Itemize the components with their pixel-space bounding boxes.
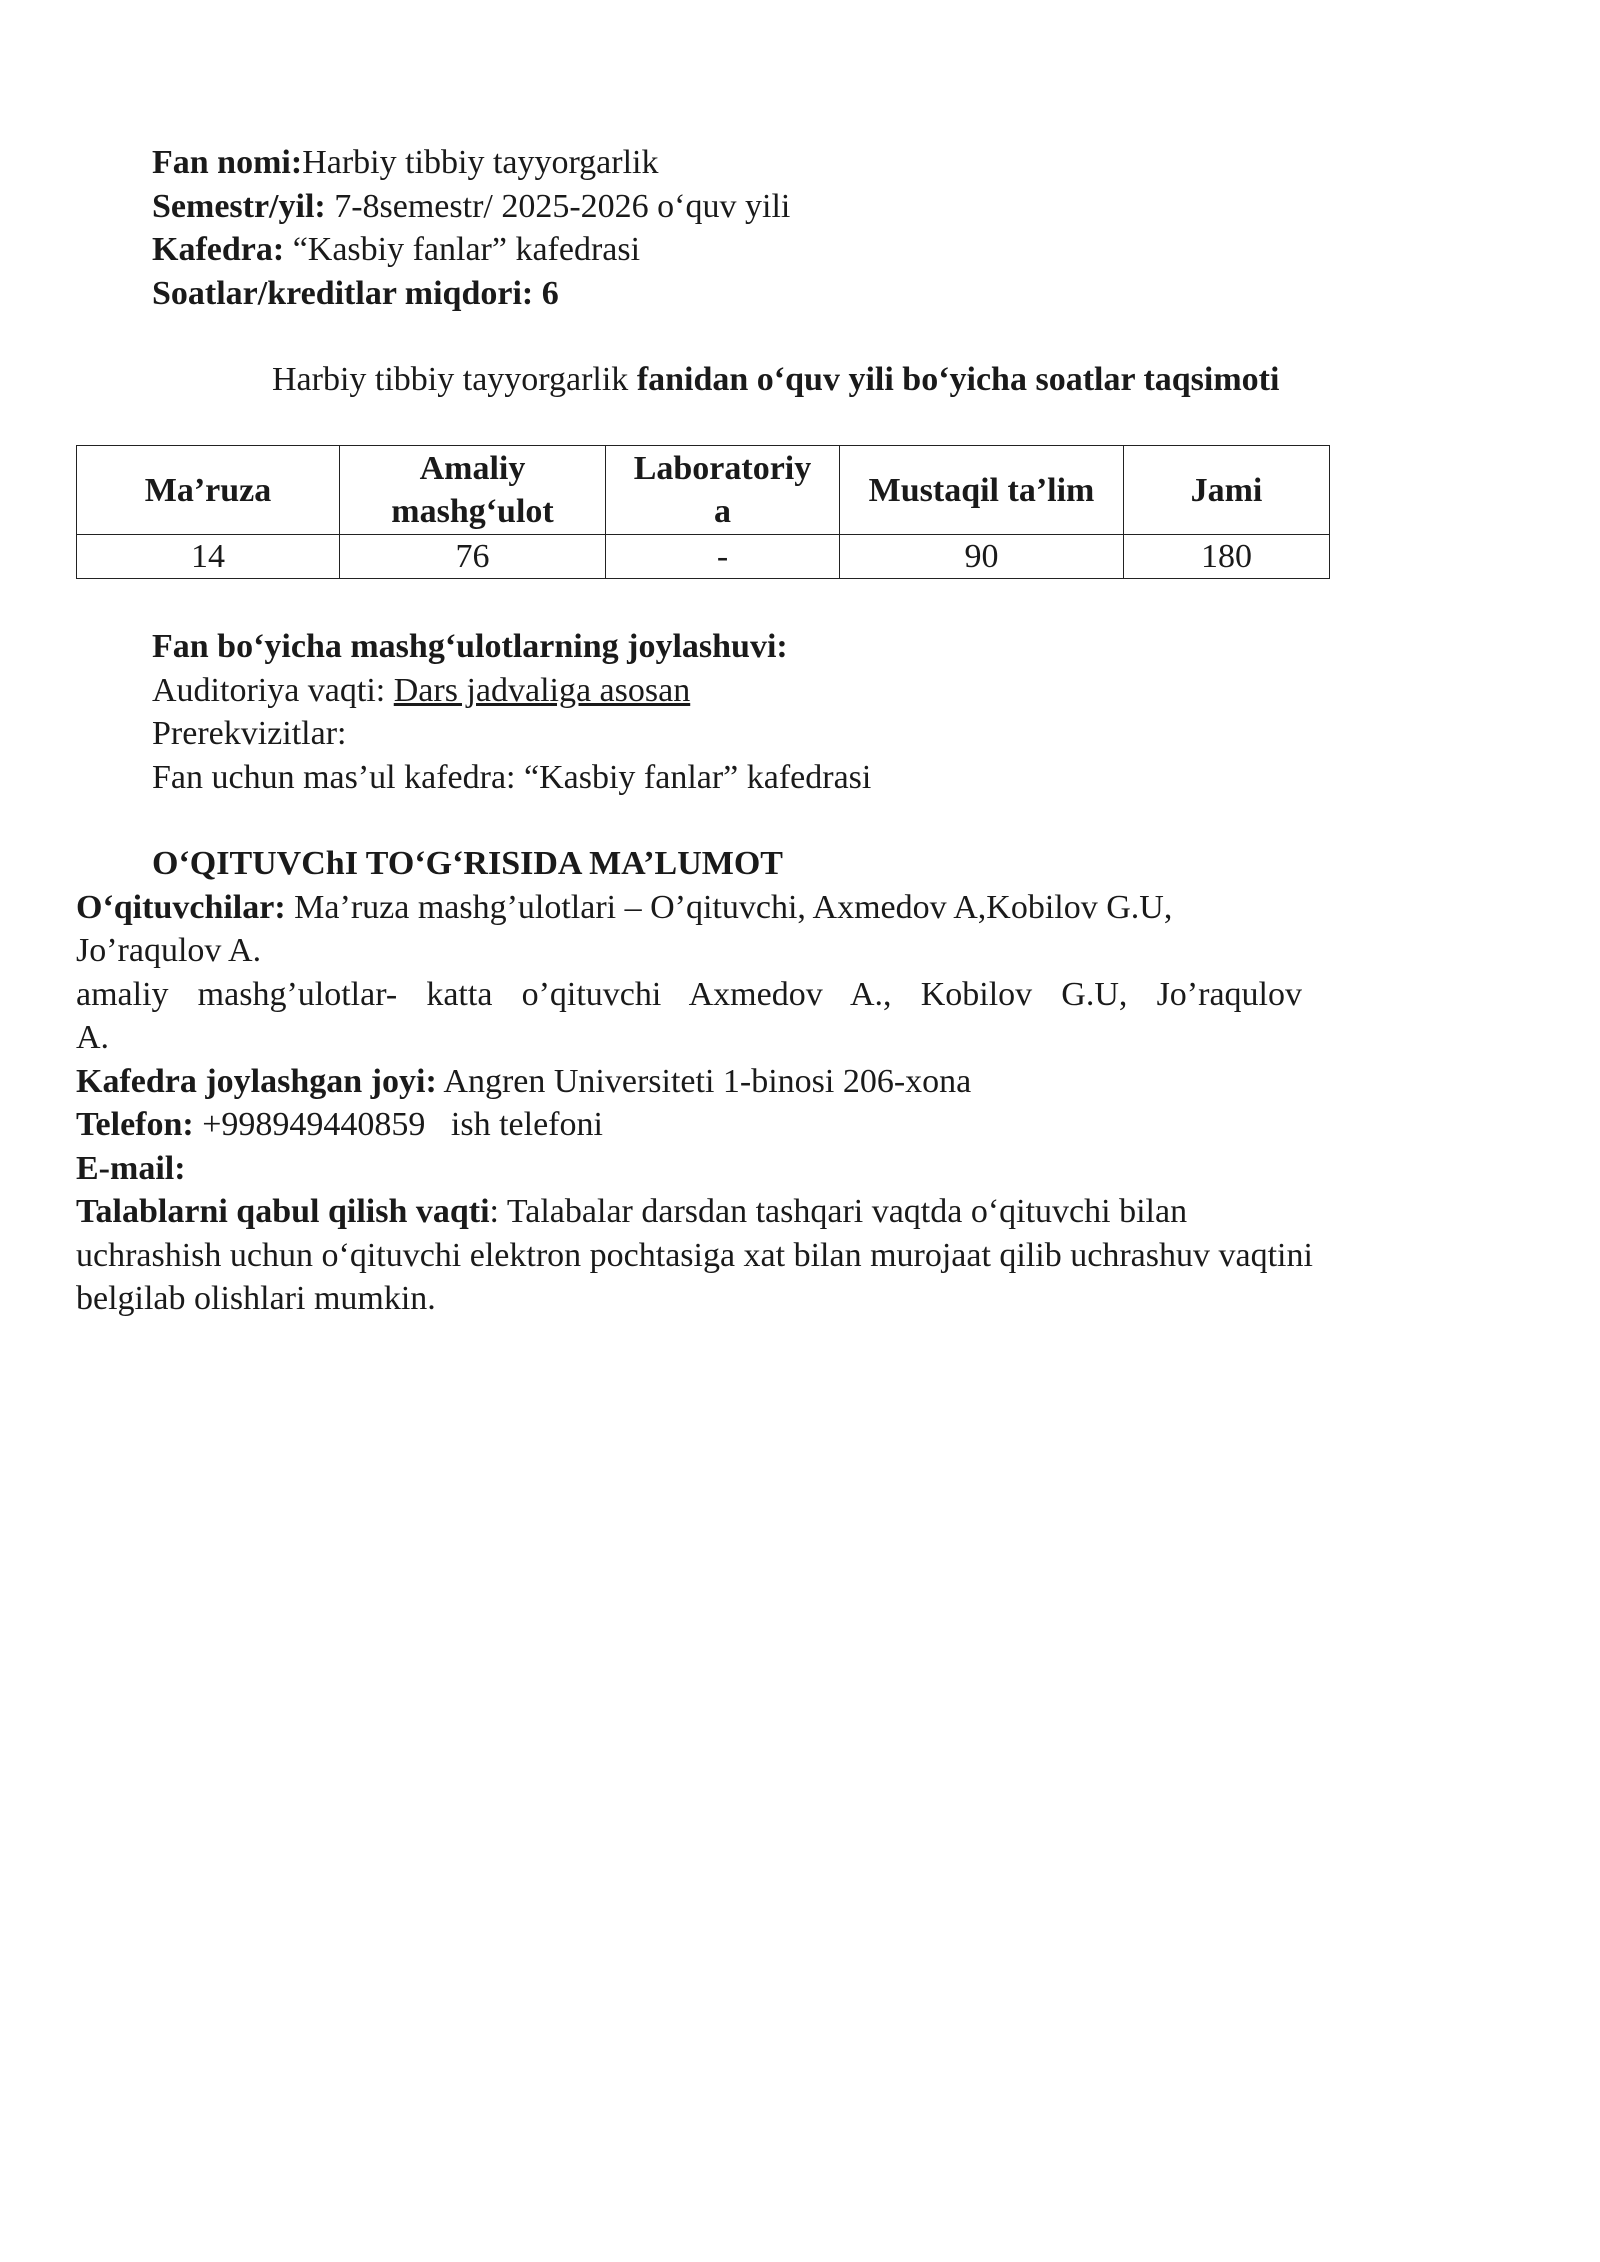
course-name-line	[0, 141, 790, 185]
auditorium-line	[0, 669, 871, 713]
credits-label: Soatlar/kreditlar miqdori: 6	[152, 274, 559, 312]
department-line	[0, 228, 790, 272]
department-value: “Kasbiy fanlar” kafedrasi	[284, 231, 641, 268]
teacher-heading-text: O‘QITUVChI TO‘G‘RISIDA MA’LUMOT	[152, 845, 783, 882]
distribution-title	[272, 358, 1279, 402]
course-name-value: Harbiy tibbiy tayyorgarlik	[302, 144, 659, 181]
course-info-block	[0, 141, 790, 315]
distribution-title-normal: Harbiy tibbiy tayyorgarlik	[272, 361, 637, 398]
distribution-title-bold: fanidan o‘quv yili bo‘yicha soatlar taqsimoti	[636, 361, 1280, 398]
email-label: E-mail:	[76, 1149, 186, 1187]
teachers-line	[0, 886, 1326, 930]
course-name-label: Fan nomi:	[152, 144, 303, 181]
col-header-laboratory-line1: Laboratoriy	[633, 450, 812, 487]
hours-table	[76, 445, 1330, 579]
reception-text	[76, 1190, 1326, 1321]
schedule-block	[0, 625, 871, 799]
location-label: Kafedra joylashgan joyi:	[76, 1062, 437, 1100]
col-header-laboratory-line2: a	[714, 493, 731, 530]
col-header-independent-text: Mustaqil ta’lim	[868, 471, 1095, 509]
location-value: Angren Universiteti 1-binosi 206-xona	[436, 1062, 972, 1100]
schedule-heading	[0, 625, 871, 669]
col-header-total	[1124, 446, 1330, 535]
reception-value: : Talabalar darsdan tashqari vaqtda o‘qituvchi bilan uchrashish uchun o‘qituvchi elektron pochtasiga xat bilan murojaat qilib uchrashuv vaqtini belgilab olishlari mumkin.	[76, 1193, 1313, 1317]
teachers-label: O‘qituvchilar:	[76, 888, 286, 926]
col-header-practical-line1: Amaliy	[419, 450, 526, 487]
reception-label: Talablarni qabul qilish vaqti	[76, 1193, 490, 1230]
phone-label: Telefon:	[76, 1106, 194, 1143]
teachers-value: Ma’ruza mashg’ulotlari – O’qituvchi, Axmedov A,Kobilov G.U,	[285, 888, 1173, 926]
teacher-heading	[0, 842, 1326, 886]
phone-value: +998949440859 ish telefoni	[193, 1106, 603, 1143]
auditorium-value: Dars jadvaliga asosan	[393, 671, 691, 709]
hours-table-values-row	[77, 535, 1330, 579]
col-header-laboratory	[606, 446, 840, 535]
semester-label: Semestr/yil:	[152, 187, 326, 225]
prerequisites-line: Prerekvizitlar:	[152, 715, 347, 752]
value-laboratory: -	[606, 535, 840, 579]
practical-teachers-line-2: A.	[76, 1019, 110, 1056]
reception-paragraph	[0, 1190, 1326, 1321]
hours-table-header-row	[77, 446, 1330, 535]
col-header-practical-line2: mashg‘ulot	[391, 493, 554, 530]
department-label: Kafedra:	[152, 231, 285, 268]
teachers-line-2: Jo’raqulov A.	[76, 932, 262, 969]
credits-line	[0, 272, 790, 316]
value-total: 180	[1124, 535, 1330, 579]
schedule-heading-text: Fan bo‘yicha mashg‘ulotlarning joylashuvi:	[152, 628, 788, 665]
col-header-lecture	[77, 446, 340, 535]
auditorium-label: Auditoriya vaqti:	[152, 671, 394, 709]
responsible-department-line: Fan uchun mas’ul kafedra: “Kasbiy fanlar” kafedrasi	[152, 758, 872, 796]
phone-line	[0, 1103, 1326, 1147]
location-line	[0, 1060, 1326, 1104]
practical-teachers-line	[0, 973, 1326, 1017]
value-practical: 76	[340, 535, 606, 579]
value-independent: 90	[840, 535, 1124, 579]
semester-line	[0, 185, 790, 229]
col-header-independent	[840, 446, 1124, 535]
col-header-practical	[340, 446, 606, 535]
teacher-block	[0, 842, 1326, 1321]
col-header-lecture-text: Ma’ruza	[144, 471, 272, 509]
practical-teachers-text: amaliy mashg’ulotlar- katta o’qituvchi Axmedov A., Kobilov G.U, Jo’raqulov	[76, 975, 1302, 1013]
col-header-total-text: Jami	[1190, 471, 1263, 509]
semester-value: 7-8semestr/ 2025-2026 o‘quv yili	[325, 187, 791, 225]
email-line	[0, 1147, 1326, 1191]
value-lecture: 14	[77, 535, 340, 579]
